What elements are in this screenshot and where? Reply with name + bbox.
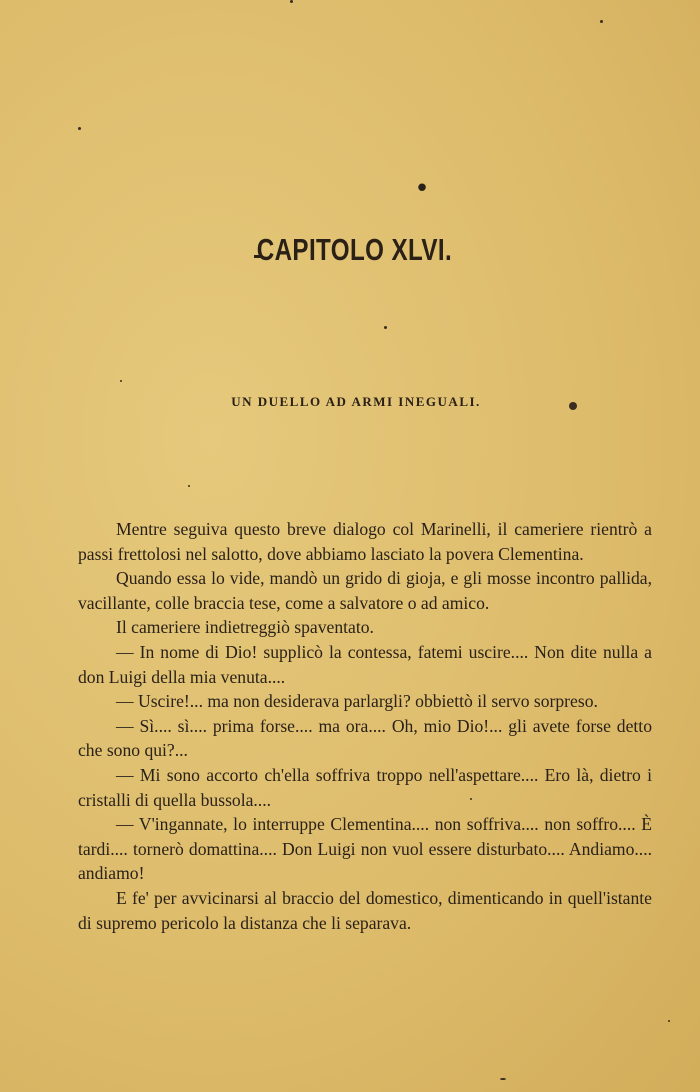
- paragraph: — Uscire!... ma non desiderava parlargli? obbiettò il servo sorpreso.: [116, 691, 598, 712]
- ink-speck: [78, 127, 81, 130]
- chapter-title: CAPITOLO XLVI.: [256, 232, 453, 267]
- ink-speck: [500, 1078, 506, 1080]
- paragraph: Il cameriere indietreggiò spaventato.: [116, 617, 374, 638]
- paragraph: — In nome di Dio! supplicò la contessa, fatemi uscire.... Non dite nulla a don Luigi della mia venuta....: [78, 641, 652, 687]
- paragraph: Mentre seguiva questo breve dialogo col Marinelli, il cameriere rientrò a passi frettolosi nel salotto, dove abbiamo lasciato la povera Clementina.: [78, 519, 652, 564]
- ink-speck: [668, 1020, 670, 1022]
- paragraph: — Sì.... sì.... prima forse.... ma ora.... Oh, mio Dio!... gli avete forse detto che sono qui?...: [78, 715, 652, 761]
- chapter-bullet: •: [414, 174, 430, 204]
- ink-speck: [290, 0, 293, 3]
- ink-speck: [600, 20, 603, 23]
- ink-speck: [384, 326, 387, 329]
- paragraph: — V'ingannate, lo interruppe Clementina.... non soffriva.... non soffro.... È tardi.... tornerò domattina.... Don Luigi non vuol essere disturbato.... Andiamo.... andiamo!: [78, 814, 652, 884]
- ink-speck: [120, 380, 122, 382]
- ink-speck: [188, 485, 190, 487]
- paragraph: E fe' per avvicinarsi al braccio del domestico, dimenticando in quell'istante di supremo pericolo la distanza che li separava.: [78, 887, 652, 933]
- paragraph: Quando essa lo vide, mandò un grido di gioja, e gli mosse incontro pallida, vacillante, colle braccia tese, come a salvatore o ad amico.: [78, 568, 652, 613]
- chapter-body: [78, 517, 652, 935]
- chapter-subtitle: UN DUELLO AD ARMI INEGUALI.: [231, 394, 481, 409]
- paragraph: — Mi sono accorto ch'ella soffriva troppo nell'aspettare.... Ero là, dietro i cristalli di quella bussola....: [78, 764, 652, 810]
